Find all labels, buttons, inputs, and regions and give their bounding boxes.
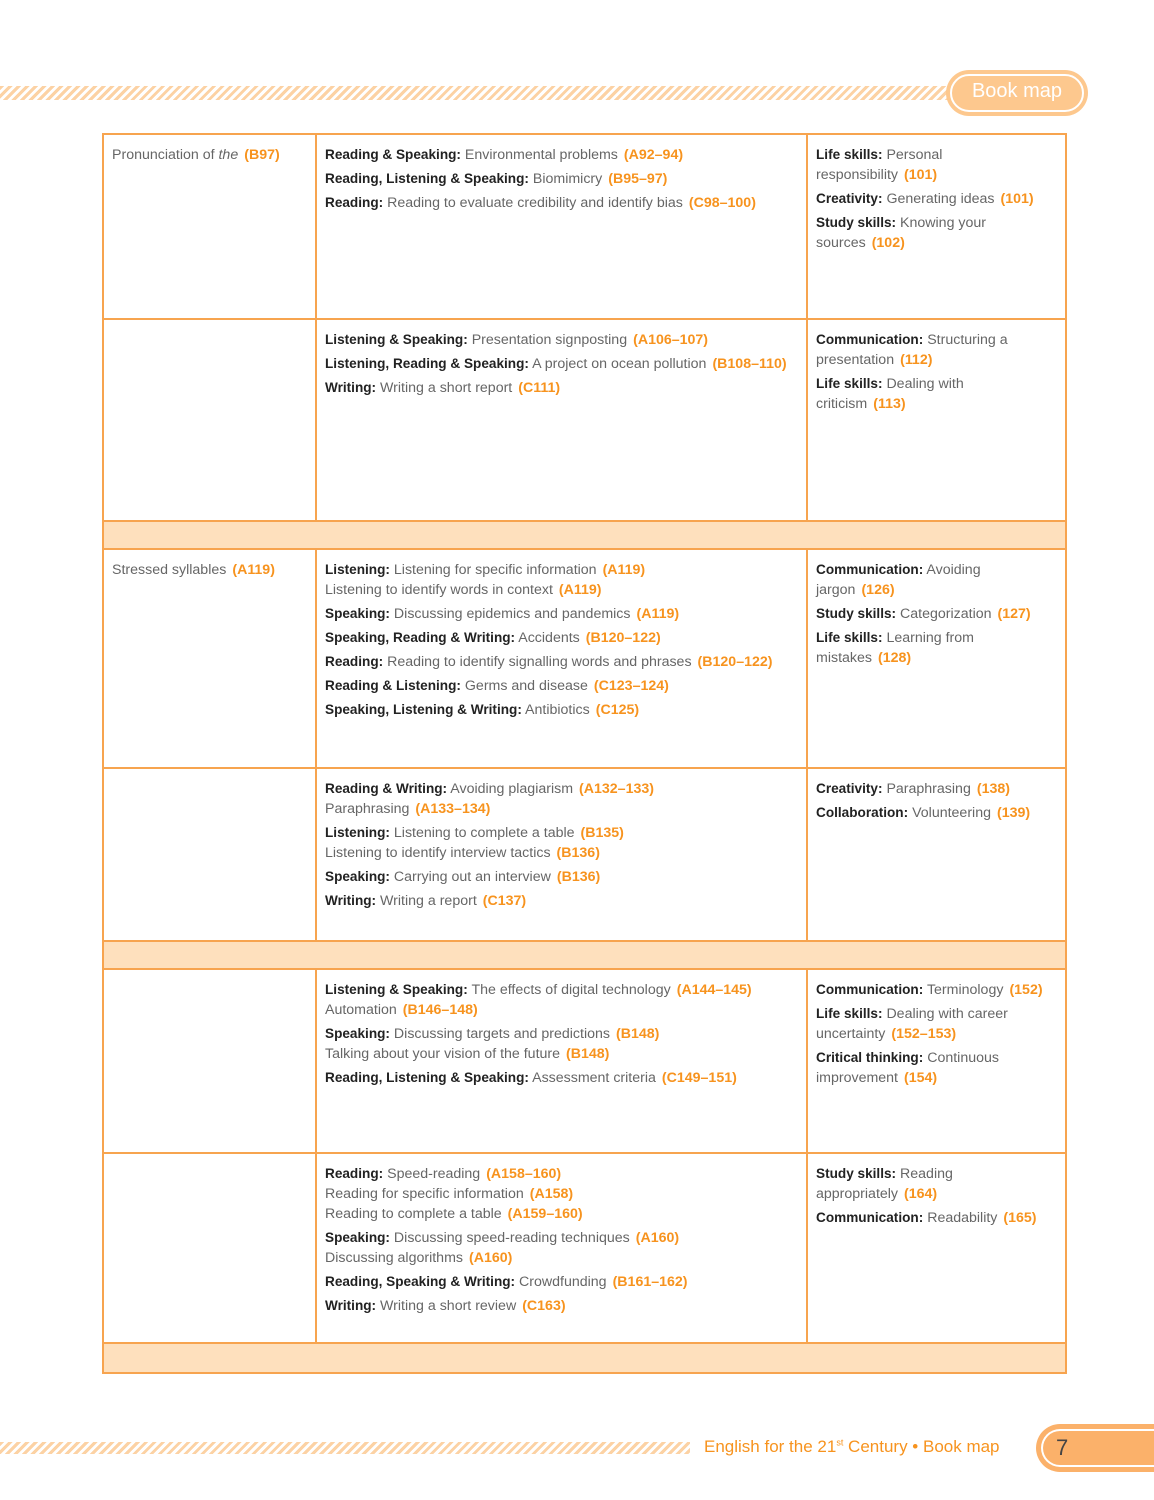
skill-entry xyxy=(325,1296,798,1316)
skill-label: Listening & Speaking: xyxy=(325,332,468,347)
skill-label: Speaking: xyxy=(325,869,390,884)
skill-topic: Presentation signposting xyxy=(471,332,628,348)
page-reference: (A159–160) xyxy=(507,1206,583,1222)
skills-cell xyxy=(317,320,808,520)
footer-title xyxy=(704,1437,1000,1457)
skill-topic: Environmental problems xyxy=(464,147,618,163)
footer-title-pre: English for the 21 xyxy=(704,1437,837,1456)
page-reference: (A119) xyxy=(558,582,602,598)
skill-topic: Discussing epidemics and pandemics xyxy=(393,606,631,622)
skill-label: Reading, Listening & Speaking: xyxy=(325,171,529,186)
skill-label: Writing: xyxy=(325,1298,377,1313)
skill-topic: Avoiding plagiarism xyxy=(450,781,574,797)
pronunciation-text: Pronunciation of xyxy=(112,147,219,163)
page-reference: (A92–94) xyxy=(623,147,684,163)
skill-label: Reading & Speaking: xyxy=(325,147,461,162)
skill-label: Communication: xyxy=(816,562,924,577)
skill-topic: Reading to complete a table xyxy=(325,1206,502,1222)
skill-entry xyxy=(816,803,1057,823)
skill-label: Communication: xyxy=(816,332,924,347)
skill-sub-entry xyxy=(325,843,798,863)
skill-label: Speaking: xyxy=(325,606,390,621)
skill-topic: Structuring a presentation xyxy=(816,332,1008,368)
skill-entry xyxy=(325,823,798,843)
skill-entry xyxy=(816,145,1057,185)
skill-label: Life skills: xyxy=(816,147,883,162)
skill-label: Listening, Reading & Speaking: xyxy=(325,356,529,371)
section-badge xyxy=(946,70,1088,116)
page-reference: (A160) xyxy=(468,1250,513,1266)
skill-topic: The effects of digital technology xyxy=(471,982,671,998)
skill-topic: Antibiotics xyxy=(525,702,590,718)
skill-topic: Listening for specific information xyxy=(393,562,597,578)
page-reference: (B135) xyxy=(580,825,624,841)
skill-sub-entry xyxy=(325,1044,798,1064)
skill-topic: Listening to identify words in context xyxy=(325,582,553,598)
skill-entry xyxy=(816,980,1057,1000)
skill-entry xyxy=(325,560,798,580)
skill-sub-entry xyxy=(325,799,798,819)
skill-topic: Paraphrasing xyxy=(886,781,971,797)
page-reference: (113) xyxy=(873,396,906,412)
skill-entry xyxy=(816,1004,1057,1044)
skill-entry xyxy=(816,560,1057,600)
page-reference: (C125) xyxy=(595,702,640,718)
skill-label: Listening: xyxy=(325,825,390,840)
pronunciation-cell xyxy=(104,970,317,1152)
pronunciation-cell xyxy=(104,135,317,318)
skill-label: Writing: xyxy=(325,380,377,395)
page-reference: (C123–124) xyxy=(593,678,669,694)
pronunciation-cell xyxy=(104,320,317,520)
page-reference: (C149–151) xyxy=(661,1070,737,1086)
skill-topic: Discussing targets and predictions xyxy=(393,1026,610,1042)
skill-topic: Generating ideas xyxy=(886,191,995,207)
skill-topic: Personal responsibility xyxy=(816,147,943,183)
skill-label: Study skills: xyxy=(816,1166,897,1181)
page-reference: (B120–122) xyxy=(697,654,773,670)
skill-sub-entry xyxy=(325,1184,798,1204)
twenty-first-century-skills-cell xyxy=(808,769,1065,940)
page-reference: (128) xyxy=(877,650,912,666)
page-reference: (B136) xyxy=(556,845,600,861)
skill-topic: A project on ocean pollution xyxy=(532,356,707,372)
skills-cell xyxy=(317,1154,808,1342)
skill-topic: Talking about your vision of the future xyxy=(325,1046,561,1062)
page-reference: (A119) xyxy=(232,562,275,578)
table-row xyxy=(104,320,1065,522)
skill-entry xyxy=(325,700,798,720)
page-reference: (101) xyxy=(904,167,938,183)
skill-label: Listening: xyxy=(325,562,390,577)
skill-entry xyxy=(325,779,798,799)
table-row xyxy=(104,1154,1065,1344)
twenty-first-century-skills-cell xyxy=(808,320,1065,520)
skill-sub-entry xyxy=(325,1000,798,1020)
page-reference: (139) xyxy=(996,805,1031,821)
page-number: 7 xyxy=(1056,1435,1069,1460)
skill-label: Reading, Speaking & Writing: xyxy=(325,1274,516,1289)
skill-label: Study skills: xyxy=(816,215,897,230)
skill-sub-entry xyxy=(325,580,798,600)
skill-entry xyxy=(816,330,1057,370)
skill-label: Creativity: xyxy=(816,781,883,796)
skill-label: Reading, Listening & Speaking: xyxy=(325,1070,529,1085)
skill-label: Life skills: xyxy=(816,630,883,645)
page-reference: (B136) xyxy=(556,869,601,885)
pronunciation-cell xyxy=(104,769,317,940)
twenty-first-century-skills-cell xyxy=(808,550,1065,767)
page-reference: (A160) xyxy=(635,1230,680,1246)
skill-topic: Continuous improvement xyxy=(816,1050,999,1086)
skill-label: Collaboration: xyxy=(816,805,909,820)
skill-label: Writing: xyxy=(325,893,377,908)
skill-label: Critical thinking: xyxy=(816,1050,924,1065)
skill-topic: Crowdfunding xyxy=(519,1274,607,1290)
skill-label: Study skills: xyxy=(816,606,897,621)
skills-cell xyxy=(317,550,808,767)
skill-topic: Automation xyxy=(325,1002,397,1018)
skill-entry xyxy=(816,779,1057,799)
twenty-first-century-skills-cell xyxy=(808,1154,1065,1342)
skill-entry xyxy=(325,1164,798,1184)
page-reference: (126) xyxy=(861,582,895,598)
skill-label: Reading: xyxy=(325,654,384,669)
skill-entry xyxy=(325,1068,798,1088)
skill-sub-entry xyxy=(325,1248,798,1268)
skill-label: Reading & Writing: xyxy=(325,781,448,796)
pronunciation-cell xyxy=(104,1154,317,1342)
skill-entry xyxy=(325,604,798,624)
skill-entry xyxy=(325,1228,798,1248)
skill-entry xyxy=(325,354,798,374)
skill-entry xyxy=(816,1164,1057,1204)
skill-topic: Paraphrasing xyxy=(325,801,410,817)
skill-topic: Carrying out an interview xyxy=(393,869,551,885)
section-label: Book map xyxy=(971,80,1063,102)
skill-entry xyxy=(816,189,1057,209)
page-reference: (C98–100) xyxy=(688,195,756,211)
table-row xyxy=(104,550,1065,769)
skill-label: Speaking, Reading & Writing: xyxy=(325,630,516,645)
page-reference: (127) xyxy=(997,606,1031,622)
skill-entry xyxy=(816,1208,1057,1228)
page-reference: (A133–134) xyxy=(415,801,491,817)
skill-label: Life skills: xyxy=(816,1006,883,1021)
footer-title-post: Century • Book map xyxy=(843,1437,1000,1456)
skill-topic: Assessment criteria xyxy=(532,1070,656,1086)
page-reference: (B148) xyxy=(616,1026,660,1042)
skill-topic: Reading appropriately xyxy=(816,1166,953,1202)
page-reference: (165) xyxy=(1003,1210,1037,1226)
twenty-first-century-skills-cell xyxy=(808,135,1065,318)
page-reference: (A158) xyxy=(529,1186,574,1202)
header-hatch-decoration xyxy=(0,86,958,100)
skill-topic: Accidents xyxy=(518,630,580,646)
skill-topic: Listening to identify interview tactics xyxy=(325,845,551,861)
skill-label: Communication: xyxy=(816,1210,924,1225)
skill-topic: Avoiding jargon xyxy=(816,562,981,598)
unit-separator-band xyxy=(104,942,1065,970)
skill-entry xyxy=(325,676,798,696)
skill-topic: Volunteering xyxy=(912,805,991,821)
twenty-first-century-skills-cell xyxy=(808,970,1065,1152)
page-reference: (A132–133) xyxy=(579,781,654,797)
skill-label: Speaking: xyxy=(325,1026,390,1041)
skill-topic: Germs and disease xyxy=(464,678,588,694)
page-reference: (A158–160) xyxy=(486,1166,562,1182)
skill-topic: Reading to evaluate credibility and identify bias xyxy=(387,195,683,211)
skill-topic: Categorization xyxy=(900,606,992,622)
pronunciation-cell xyxy=(104,550,317,767)
page-reference: (B97) xyxy=(244,147,280,163)
skill-label: Communication: xyxy=(816,982,924,997)
skill-topic: Knowing your sources xyxy=(816,215,986,251)
page-number-badge xyxy=(1036,1424,1154,1472)
page-reference: (112) xyxy=(900,352,933,368)
skills-cell xyxy=(317,970,808,1152)
skill-label: Reading & Listening: xyxy=(325,678,461,693)
page-reference: (B108–110) xyxy=(712,356,787,372)
skills-cell xyxy=(317,135,808,318)
skill-entry xyxy=(816,604,1057,624)
skill-entry xyxy=(325,1272,798,1292)
skill-entry xyxy=(325,1024,798,1044)
skill-entry xyxy=(816,628,1057,668)
skill-topic: Learning from mistakes xyxy=(816,630,974,666)
page-reference: (B120–122) xyxy=(585,630,661,646)
page-reference: (A106–107) xyxy=(633,332,709,348)
page-reference: (102) xyxy=(871,235,905,251)
skill-topic: Discussing algorithms xyxy=(325,1250,463,1266)
skill-topic: Writing a short review xyxy=(380,1298,517,1314)
skill-label: Creativity: xyxy=(816,191,883,206)
skill-entry xyxy=(325,330,798,350)
skill-topic: Speed-reading xyxy=(387,1166,481,1182)
page-reference: (B146–148) xyxy=(402,1002,478,1018)
page-reference: (C137) xyxy=(482,893,527,909)
page-reference: (164) xyxy=(904,1186,938,1202)
skill-entry xyxy=(325,980,798,1000)
skill-entry xyxy=(325,378,798,398)
skill-entry xyxy=(325,169,798,189)
page-reference: (B148) xyxy=(566,1046,610,1062)
skill-entry xyxy=(816,374,1057,414)
unit-separator-band xyxy=(104,522,1065,550)
skill-topic: Discussing speed-reading techniques xyxy=(393,1230,630,1246)
page-reference: (154) xyxy=(904,1070,938,1086)
page-reference: (A144–145) xyxy=(676,982,752,998)
table-row xyxy=(104,135,1065,320)
page-reference: (101) xyxy=(1000,191,1034,207)
skill-topic: Writing a short report xyxy=(380,380,513,396)
skill-topic: Writing a report xyxy=(380,893,477,909)
skill-entry xyxy=(816,213,1057,253)
page-reference: (A119) xyxy=(602,562,646,578)
pronunciation-italic: the xyxy=(218,147,239,163)
skill-topic: Listening to complete a table xyxy=(393,825,575,841)
skill-topic: Reading for specific information xyxy=(325,1186,524,1202)
page-reference: (B95–97) xyxy=(608,171,668,187)
footer-title-sup: st xyxy=(836,1437,844,1448)
page-reference: (152) xyxy=(1009,982,1043,998)
skill-entry xyxy=(325,652,798,672)
skill-label: Listening & Speaking: xyxy=(325,982,468,997)
page-reference: (152–153) xyxy=(891,1026,957,1042)
skill-entry xyxy=(325,193,798,213)
skill-entry xyxy=(325,891,798,911)
skill-topic: Terminology xyxy=(926,982,1004,998)
skill-label: Reading: xyxy=(325,195,384,210)
page-reference: (A119) xyxy=(636,606,680,622)
skill-topic: Readability xyxy=(927,1210,998,1226)
footer-hatch-decoration xyxy=(0,1442,690,1454)
skill-label: Reading: xyxy=(325,1166,384,1181)
skills-cell xyxy=(317,769,808,940)
skill-label: Life skills: xyxy=(816,376,883,391)
skill-entry xyxy=(325,145,798,165)
skill-topic: Biomimicry xyxy=(532,171,603,187)
page-reference: (C111) xyxy=(518,380,561,396)
pronunciation-text: Stressed syllables xyxy=(112,562,227,578)
skill-entry xyxy=(325,628,798,648)
skill-label: Speaking: xyxy=(325,1230,390,1245)
skill-entry xyxy=(325,867,798,887)
skill-label: Speaking, Listening & Writing: xyxy=(325,702,522,717)
skill-entry xyxy=(816,1048,1057,1088)
skill-sub-entry xyxy=(325,1204,798,1224)
table-row xyxy=(104,769,1065,942)
page-reference: (138) xyxy=(976,781,1010,797)
page-reference: (B161–162) xyxy=(612,1274,688,1290)
table-row xyxy=(104,970,1065,1154)
unit-separator-band xyxy=(104,1344,1065,1372)
skill-topic: Dealing with criticism xyxy=(816,376,964,412)
skill-topic: Dealing with career uncertainty xyxy=(816,1006,1008,1042)
book-map-table xyxy=(102,133,1067,1374)
page-reference: (C163) xyxy=(522,1298,566,1314)
skill-topic: Reading to identify signalling words and phrases xyxy=(387,654,692,670)
